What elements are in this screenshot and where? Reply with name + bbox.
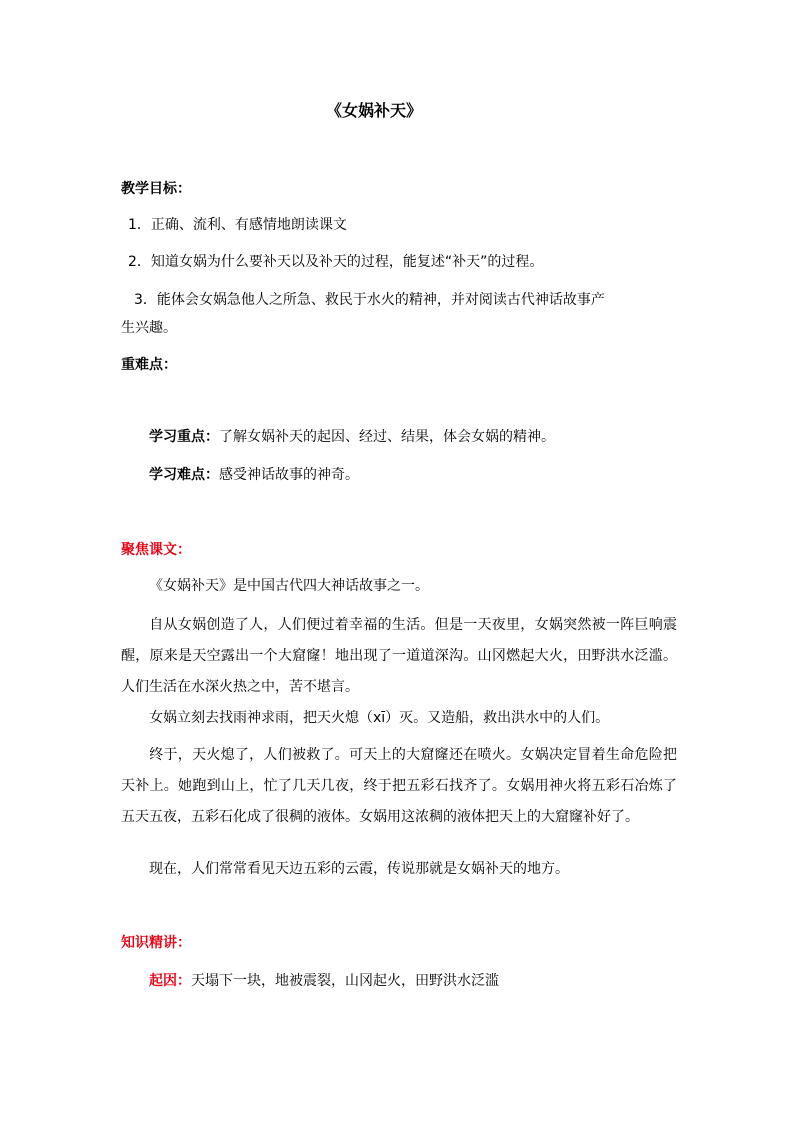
story-paragraph-4: 终于，天火熄了，人们被救了。可天上的大窟窿还在喷火。女娲决定冒着生命危险把天补上。她跑到山上，忙了几天几夜，终于把五彩石找齐了。女娲用神火将五彩石冶炼了五天五夜，五彩石化成了很稠的液体。女娲用这浓稠的液体把天上的大窟窿补好了。 <box>121 747 677 825</box>
story-paragraph-2: 自从女娲创造了人，人们便过着幸福的生活。但是一天夜里，女娲突然被一阵巨响震醒，原来是天空露出一个大窟窿！地出现了一道道深沟。山冈燃起大火，田野洪水泛滥。人们生活在水深火热之中，苦不堪言。 <box>121 617 677 695</box>
difficulty-line <box>149 465 359 485</box>
focus-line <box>149 427 555 447</box>
focus-label: 学习重点： <box>149 429 219 445</box>
objective-item-1: 1．正确、流利、有感情地朗读课文 <box>128 217 347 233</box>
knowledge-heading: 知识精讲： <box>121 935 191 951</box>
story-paragraph-5: 现在，人们常常看见天边五彩的云霞，传说那就是女娲补天的地方。 <box>149 861 569 877</box>
objectives-heading: 教学目标： <box>121 181 191 197</box>
cause-label: 起因： <box>149 973 191 989</box>
focus-text: 了解女娲补天的起因、经过、结果，体会女娲的精神。 <box>219 429 555 445</box>
objective-item-3-continued: 生兴趣。 <box>121 320 177 336</box>
difficulty-label: 学习难点： <box>149 467 219 483</box>
story-paragraph-1: 《女娲补天》是中国古代四大神话故事之一。 <box>149 578 429 594</box>
page-title: 《女娲补天》 <box>326 101 423 120</box>
cause-text: 天塌下一块，地被震裂，山冈起火，田野洪水泛滥 <box>191 973 499 989</box>
difficulty-text: 感受神话故事的神奇。 <box>219 467 359 483</box>
text-focus-heading: 聚焦课文： <box>121 542 191 558</box>
key-points-heading: 重难点： <box>121 357 177 373</box>
objective-item-2: 2．知道女娲为什么要补天以及补天的过程，能复述“补天”的过程。 <box>128 254 544 270</box>
cause-line <box>149 971 499 991</box>
objective-item-3: 3．能体会女娲急他人之所急、救民于水火的精神，并对阅读古代神话故事产 <box>134 292 605 308</box>
story-paragraph-3: 女娲立刻去找雨神求雨，把天火熄（xī）灭。又造船，救出洪水中的人们。 <box>149 710 610 726</box>
